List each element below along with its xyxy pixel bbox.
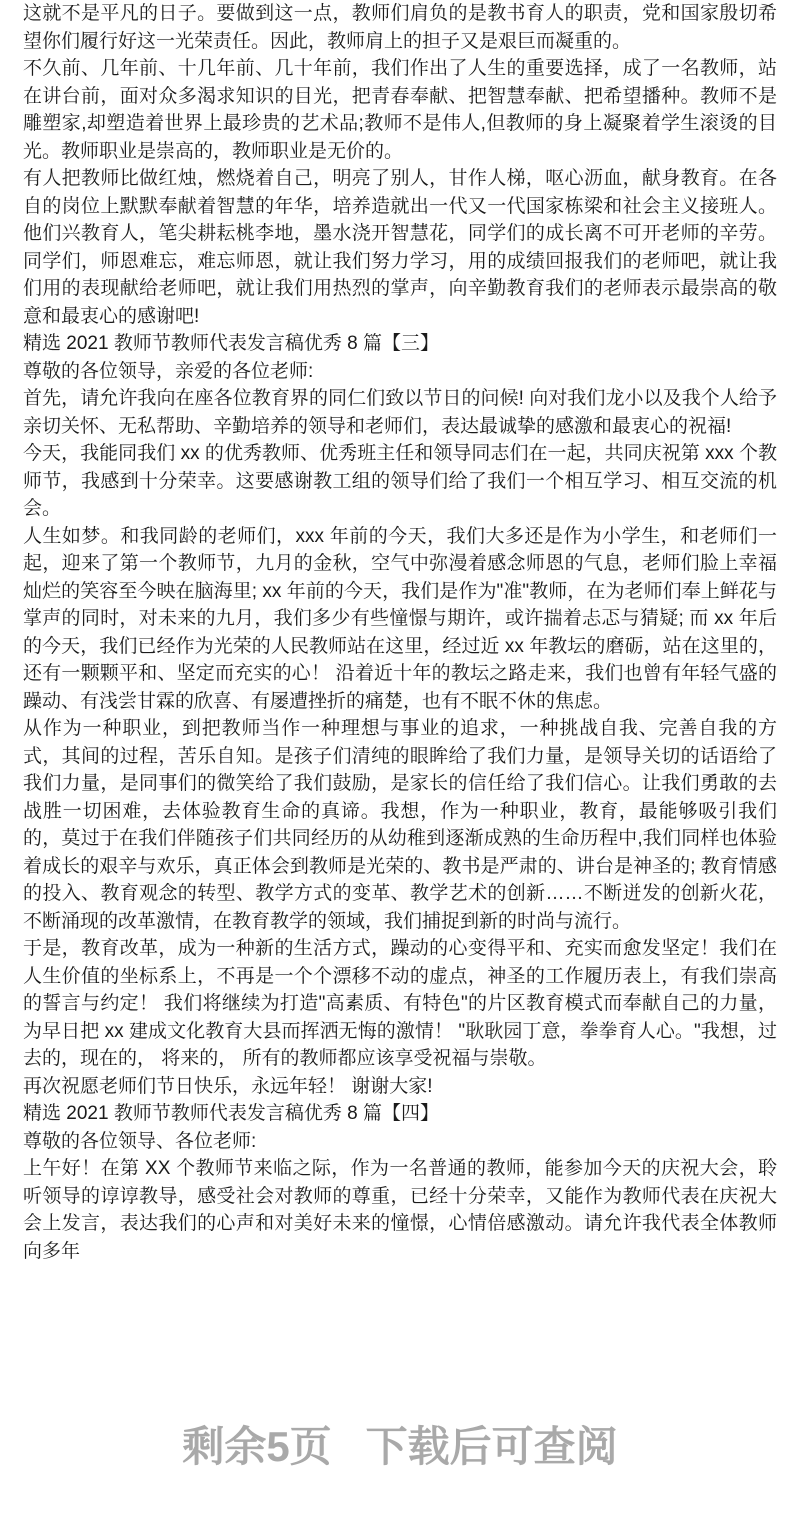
- body-paragraph: 再次祝愿老师们节日快乐，永远年轻！ 谢谢大家!: [23, 1075, 433, 1097]
- body-paragraph: 于是，教育改革，成为一种新的生活方式，躁动的心变得平和、充实而愈发坚定！我们在人生价值的坐标系上，不再是一个个漂移不动的虚点，神圣的工作履历表上，有我们崇高的誓言与约定！ 我们将继续为打造"高素质、有特色"的片区教育模式而奉献自己的力量，为早日把 xx 建成文化教育大县而挥洒无悔的激情！ "耿耿园丁意，拳拳育人心。"我想，过去的，现在的， 将来的， 所有的教师都应该享受祝福与崇敬。: [23, 938, 777, 1069]
- pages-remaining-notice: [0, 1424, 800, 1470]
- pages-remaining-label: 剩余5页: [182, 1423, 332, 1470]
- section-heading-3: 精选 2021 教师节教师代表发言稿优秀 8 篇【三】: [23, 333, 439, 354]
- section-heading-4: 精选 2021 教师节教师代表发言稿优秀 8 篇【四】: [23, 1103, 439, 1124]
- body-paragraph: 不久前、几年前、十几年前、几十年前，我们作出了人生的重要选择，成了一名教师，站在讲台前，面对众多渴求知识的目光，把青春奉献、把智慧奉献、把希望播种。教师不是雕塑家,却塑造着世界上最珍贵的艺术品;教师不是伟人,但教师的身上凝聚着学生滚烫的目光。教师职业是崇高的，教师职业是无价的。: [23, 58, 777, 162]
- body-paragraph: 今天，我能同我们 xx 的优秀教师、优秀班主任和领导同志们在一起，共同庆祝第 xxx 个教师节，我感到十分荣幸。这要感谢教工组的领导们给了我们一个相互学习、相互交流的机会。: [23, 443, 777, 519]
- download-hint-label: 下载后可查阅: [365, 1423, 618, 1470]
- body-paragraph: 人生如梦。和我同龄的老师们，xxx 年前的今天，我们大多还是作为小学生，和老师们一起，迎来了第一个教师节，九月的金秋，空气中弥漫着感念师恩的气息，老师们脸上幸福灿烂的笑容至今映在脑海里; xx 年前的今天，我们是作为"准"教师，在为老师们奉上鲜花与掌声的同时，对未来的九月，我们多少有些憧憬与期许，或许揣着忐忑与猜疑; 而 xx 年后的今天，我们已经作为光荣的人民教师站在这里，经过近 xx 年教坛的磨砺，站在这里的，还有一颗颗平和、坚定而充实的心！ 沿着近十年的教坛之路走来，我们也曾有年轻气盛的躁动、有浅尝甘霖的欣喜、有屡遭挫折的痛楚，也有不眠不休的焦虑。: [23, 525, 777, 712]
- body-paragraph: 有人把教师比做红烛，燃烧着自己，明亮了别人，甘作人梯，呕心沥血，献身教育。在各自的岗位上默默奉献着智慧的年华，培养造就出一代又一代国家栋梁和社会主义接班人。他们兴教育人，笔尖耕耘桃李地，墨水浇开智慧花，同学们的成长离不可开老师的辛劳。同学们，师恩难忘，难忘师恩，就让我们努力学习，用的成绩回报我们的老师吧，就让我们用的表现献给老师吧，就让我们用热烈的掌声，向辛勤教育我们的老师表示最崇高的敬意和最衷心的感谢吧!: [23, 168, 777, 327]
- body-paragraph: 从作为一种职业，到把教师当作一种理想与事业的追求，一种挑战自我、完善自我的方式，其间的过程，苦乐自知。是孩子们清纯的眼眸给了我们力量，是领导关切的话语给了我们力量，是同事们的微笑给了我们鼓励，是家长的信任给了我们信心。让我们勇敢的去战胜一切困难，去体验教育生命的真谛。我想，作为一种职业，教育，最能够吸引我们的，莫过于在我们伴随孩子们共同经历的从幼稚到逐渐成熟的生命历程中,我们同样也体验着成长的艰辛与欢乐，真正体会到教师是光荣的、教书是严肃的、讲台是神圣的; 教育情感的投入、教育观念的转型、教学方式的变革、教学艺术的创新……不断迸发的创新火花，不断涌现的改革激情，在教育教学的领域，我们捕捉到新的时尚与流行。: [23, 718, 777, 932]
- salutation: 尊敬的各位领导，亲爱的各位老师:: [23, 360, 314, 382]
- salutation: 尊敬的各位领导、各位老师:: [23, 1130, 257, 1152]
- body-paragraph: 上午好！在第 XX 个教师节来临之际，作为一名普通的教师，能参加今天的庆祝大会，聆听领导的谆谆教导，感受社会对教师的尊重，已经十分荣幸，又能作为教师代表在庆祝大会上发言，表达我们的心声和对美好未来的憧憬，心情倍感激动。请允许我代表全体教师向多年: [23, 1158, 777, 1262]
- clipped-paragraph: 这就不是平凡的日子。要做到这一点，教师们肩负的是教书育人的职责，党和国家殷切希望你们履行好这一光荣责任。因此，教师肩上的担子又是艰巨而凝重的。: [23, 3, 777, 52]
- body-paragraph: 首先，请允许我向在座各位教育界的同仁们致以节日的问候! 向对我们龙小以及我个人给予亲切关怀、无私帮助、辛勤培养的领导和老师们，表达最诚挚的感激和最衷心的祝福!: [23, 388, 777, 437]
